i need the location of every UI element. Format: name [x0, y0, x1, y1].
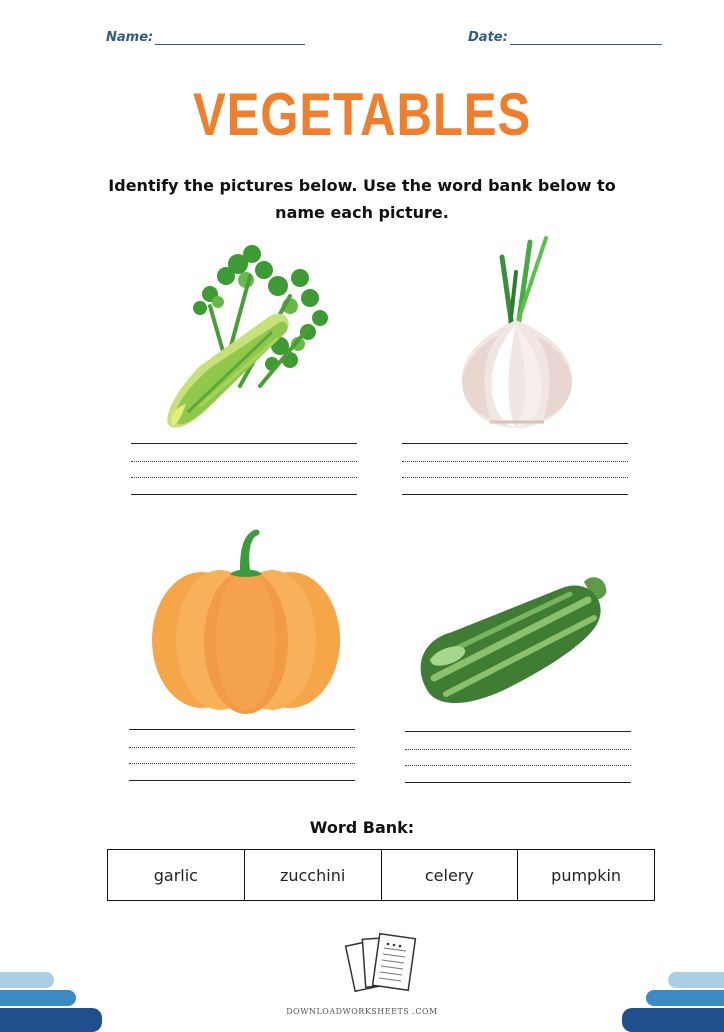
answer-lines-zucchini[interactable] — [405, 731, 631, 787]
name-blank[interactable] — [155, 31, 305, 45]
date-field[interactable] — [468, 30, 662, 45]
worksheets-logo-icon — [344, 930, 420, 1002]
pumpkin-icon — [150, 522, 342, 714]
name-label: Name: — [106, 30, 154, 45]
garlic-icon — [450, 232, 585, 432]
answer-lines-garlic[interactable] — [402, 443, 628, 499]
instructions: Identify the pictures below. Use the word bank below to name each picture. — [108, 176, 616, 222]
word-bank-table — [107, 849, 655, 901]
word-bank-cell: celery — [382, 850, 519, 900]
word-bank-cell: garlic — [108, 850, 245, 900]
word-bank-cell: zucchini — [245, 850, 382, 900]
answer-lines-pumpkin[interactable] — [129, 729, 355, 785]
wave-decoration-right-3 — [622, 1008, 724, 1032]
wave-decoration-right-2 — [646, 990, 724, 1006]
answer-lines-celery[interactable] — [131, 443, 357, 499]
zucchini-icon — [412, 570, 612, 715]
name-field[interactable] — [106, 30, 305, 45]
word-bank-cell: pumpkin — [551, 865, 622, 885]
date-label: Date: — [468, 30, 508, 45]
date-blank[interactable] — [510, 31, 662, 45]
footer-brand: DOWNLOADWORKSHEETS .COM — [286, 1007, 438, 1016]
wave-decoration-right-1 — [668, 972, 724, 988]
celery-icon — [160, 236, 345, 436]
wave-decoration-left-1 — [0, 972, 54, 988]
word-bank-title: Word Bank: — [309, 818, 415, 837]
wave-decoration-left-2 — [0, 990, 76, 1006]
wave-decoration-left-3 — [0, 1008, 102, 1032]
worksheet-title: VEGETABLES — [192, 81, 532, 148]
